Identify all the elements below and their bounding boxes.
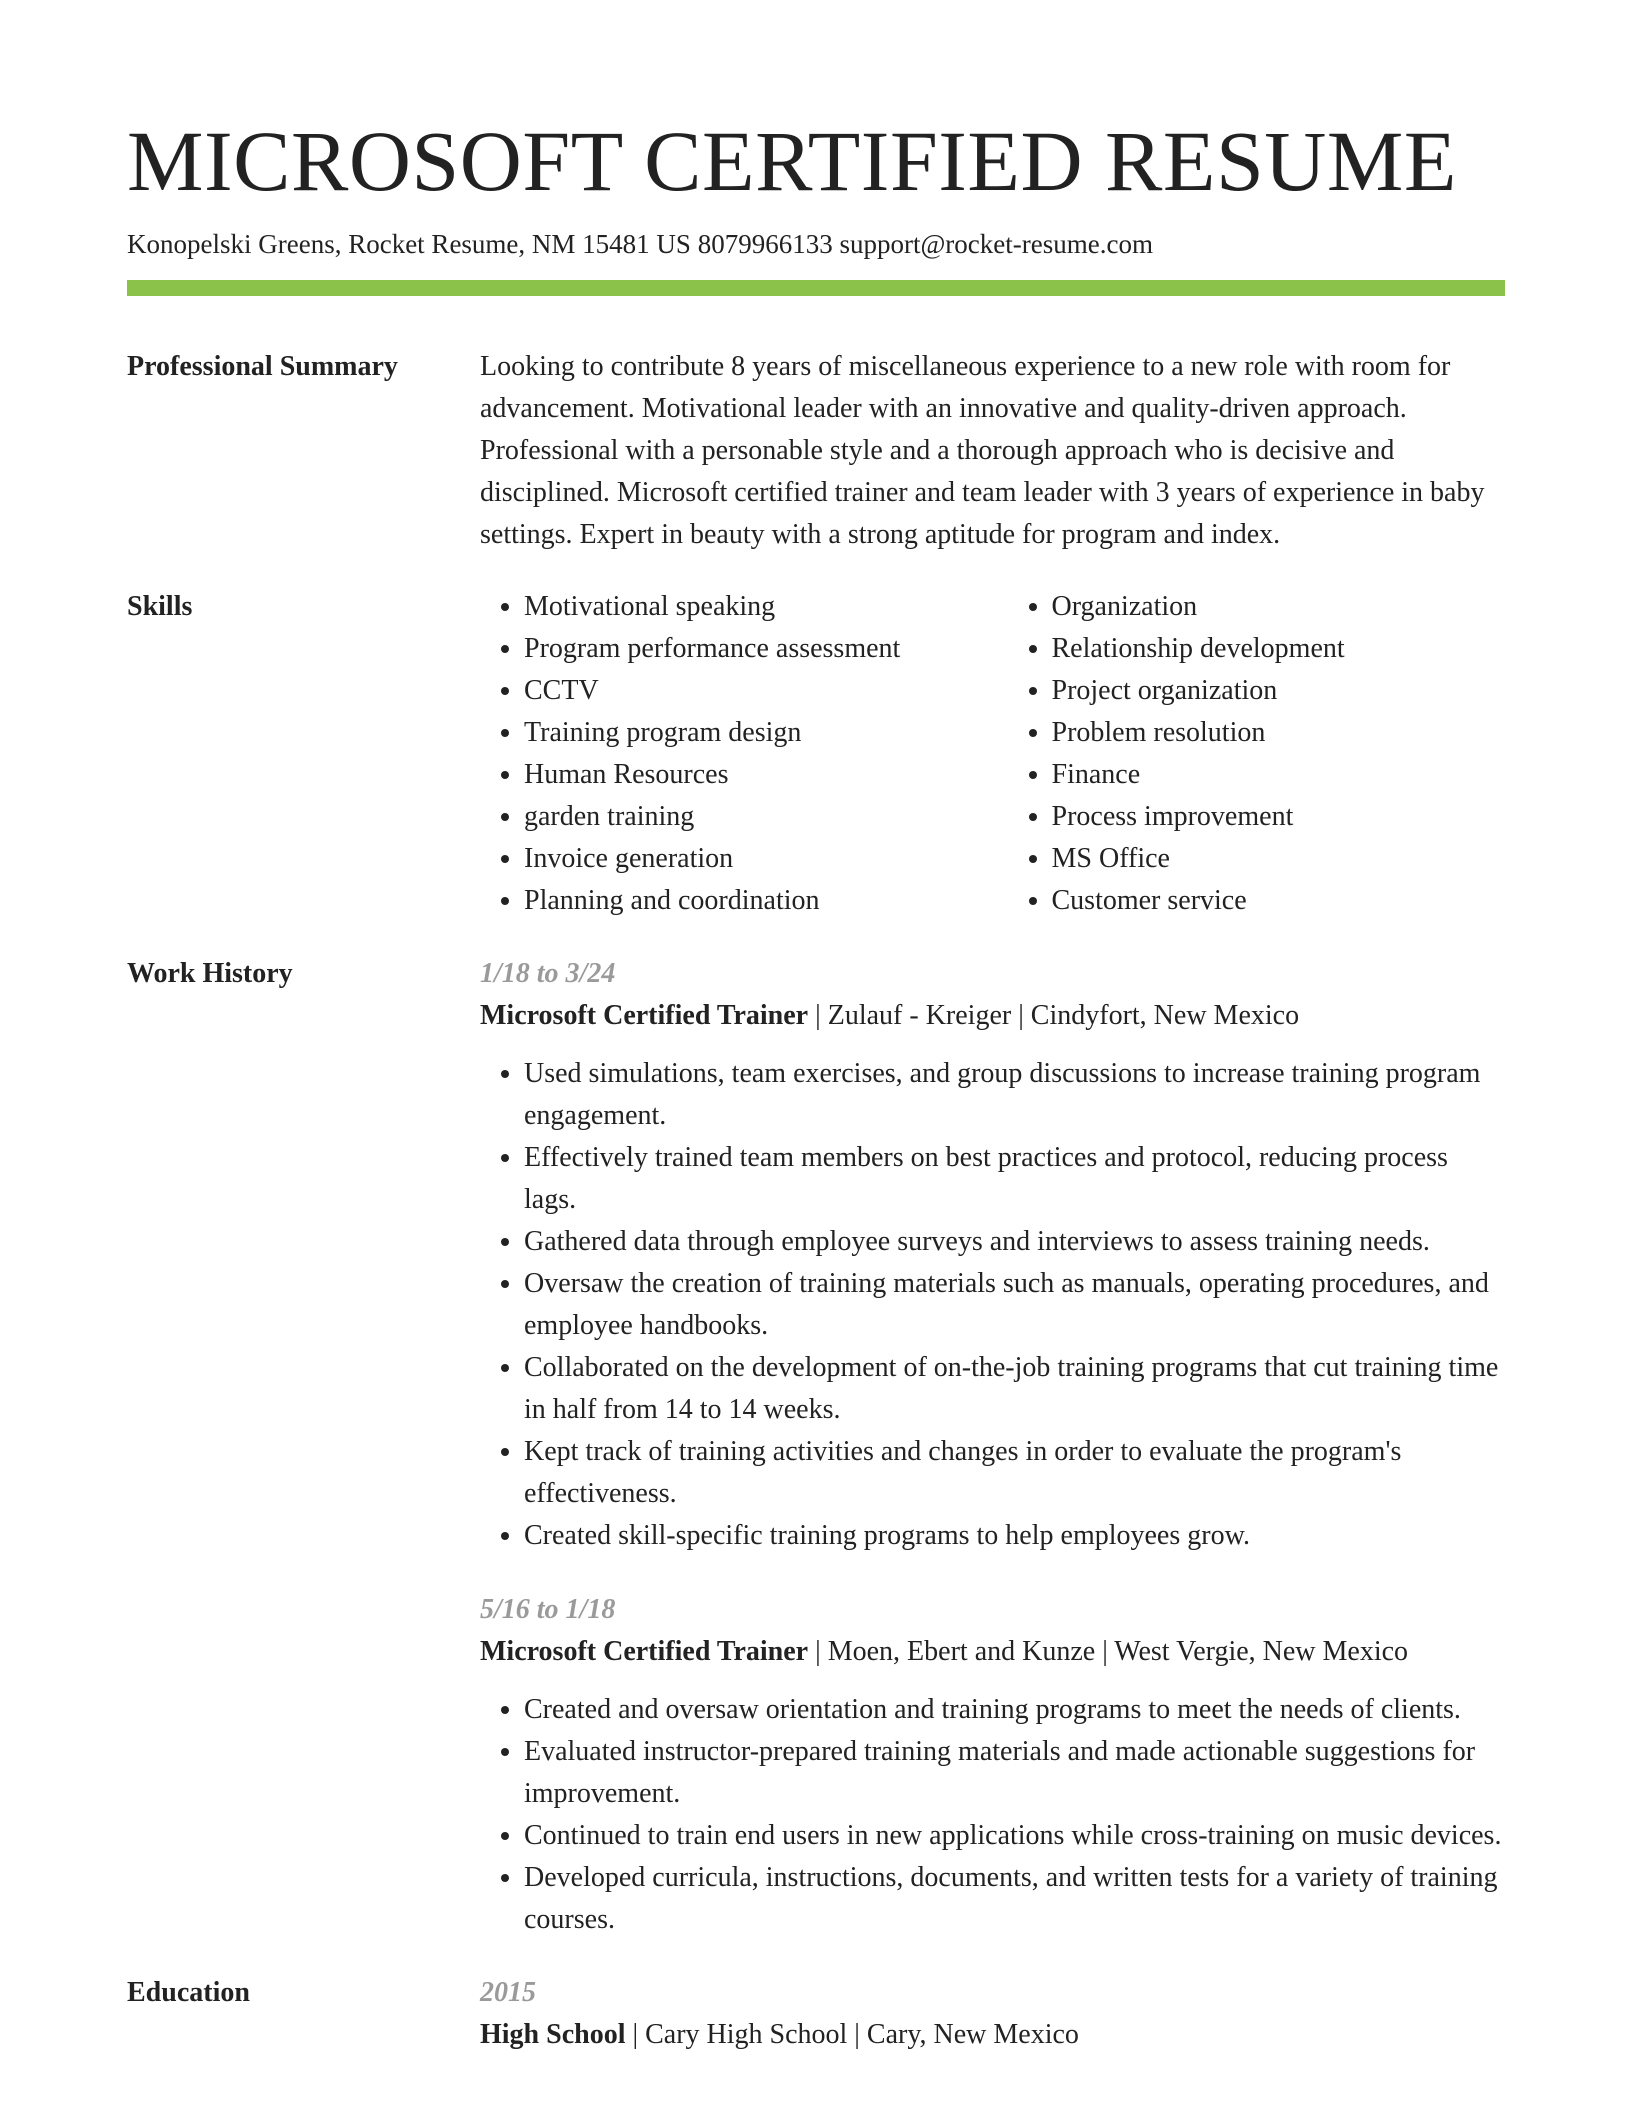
job-dates: 1/18 to 3/24: [480, 958, 616, 990]
skill-item: • MS Office: [1052, 838, 1506, 880]
job-bullets: [480, 1689, 1505, 1941]
skill-item: • Human Resources: [524, 754, 978, 796]
skill-item: • Training program design: [524, 712, 978, 754]
job-bullets: [480, 1053, 1505, 1557]
section-title-work: Work History: [127, 958, 293, 990]
skill-item: • Process improvement: [1052, 796, 1506, 838]
summary-text: Looking to contribute 8 years of miscellaneous experience to a new role with room for advancement. Motivational leader with an innovative and quality-driven approach. Professional with a personable style and a thorough approach who is decisive and disciplined. Microsoft certified trainer and team leader with 3 years of experience in baby settings. Expert in beauty with a strong aptitude for program and index.: [480, 351, 1485, 551]
job-position: Microsoft Certified Trainer: [480, 1000, 809, 1032]
job-bullet: • Effectively trained team members on best practices and protocol, reducing process lags.: [524, 1137, 1505, 1221]
skill-item: • Motivational speaking: [524, 586, 978, 628]
job-position: Microsoft Certified Trainer: [480, 1636, 809, 1668]
job-bullet: • Developed curricula, instructions, documents, and written tests for a variety of training courses.: [524, 1857, 1505, 1941]
skill-item: • Relationship development: [1052, 628, 1506, 670]
job-bullet: • Oversaw the creation of training materials such as manuals, operating procedures, and employee handbooks.: [524, 1263, 1505, 1347]
skills-list-right: [1008, 586, 1506, 922]
education-dates: 2015: [480, 1977, 536, 2009]
skill-item: • Project organization: [1052, 670, 1506, 712]
education-details: | Cary High School | Cary, New Mexico: [625, 2019, 1079, 2051]
job-heading: [480, 995, 1505, 1037]
job-bullet: • Used simulations, team exercises, and group discussions to increase training program engagement.: [524, 1053, 1505, 1137]
education-degree: High School: [480, 2019, 626, 2051]
summary-section: [127, 346, 1505, 556]
resume-title: MICROSOFT CERTIFIED RESUME: [127, 113, 1457, 209]
skills-section: [127, 586, 1505, 922]
skill-item: • Organization: [1052, 586, 1506, 628]
job-details: | Moen, Ebert and Kunze | West Vergie, New Mexico: [808, 1636, 1409, 1668]
skill-item: • CCTV: [524, 670, 978, 712]
job-bullet: • Created and oversaw orientation and training programs to meet the needs of clients.: [524, 1689, 1505, 1731]
contact-line: Konopelski Greens, Rocket Resume, NM 15481 US 8079966133 support@rocket-resume.com: [127, 229, 1153, 259]
skills-body: [480, 586, 1505, 922]
skill-item: • Customer service: [1052, 880, 1506, 922]
job-bullet: • Continued to train end users in new applications while cross-training on music devices.: [524, 1815, 1505, 1857]
section-title-summary: Professional Summary: [127, 351, 398, 383]
job-bullet: • Evaluated instructor-prepared training materials and made actionable suggestions for improvement.: [524, 1731, 1505, 1815]
job-details: | Zulauf - Kreiger | Cindyfort, New Mexico: [808, 1000, 1300, 1032]
skill-item: • Invoice generation: [524, 838, 978, 880]
skill-item: • Program performance assessment: [524, 628, 978, 670]
job-heading: [480, 1631, 1505, 1673]
job-bullet: • Kept track of training activities and changes in order to evaluate the program's effectiveness.: [524, 1431, 1505, 1515]
education-heading: [480, 2014, 1505, 2056]
education-body: [480, 1972, 1505, 2056]
job-entry: [480, 1589, 1505, 1941]
work-section: [127, 953, 1505, 1941]
skills-list-left: [480, 586, 978, 922]
work-body: [480, 953, 1505, 1941]
section-title-education: Education: [127, 1977, 250, 2009]
job-bullet: • Collaborated on the development of on-the-job training programs that cut training time in half from 14 to 14 weeks.: [524, 1347, 1505, 1431]
summary-body: [480, 346, 1505, 556]
education-section: [127, 1972, 1505, 2056]
skill-item: • Finance: [1052, 754, 1506, 796]
job-bullet: • Gathered data through employee surveys and interviews to assess training needs.: [524, 1221, 1505, 1263]
job-dates: 5/16 to 1/18: [480, 1594, 616, 1626]
job-bullet: • Created skill-specific training programs to help employees grow.: [524, 1515, 1505, 1557]
section-title-skills: Skills: [127, 591, 193, 623]
header-divider: [127, 280, 1505, 296]
skill-item: • garden training: [524, 796, 978, 838]
skill-item: • Planning and coordination: [524, 880, 978, 922]
skill-item: • Problem resolution: [1052, 712, 1506, 754]
job-entry: [480, 953, 1505, 1557]
